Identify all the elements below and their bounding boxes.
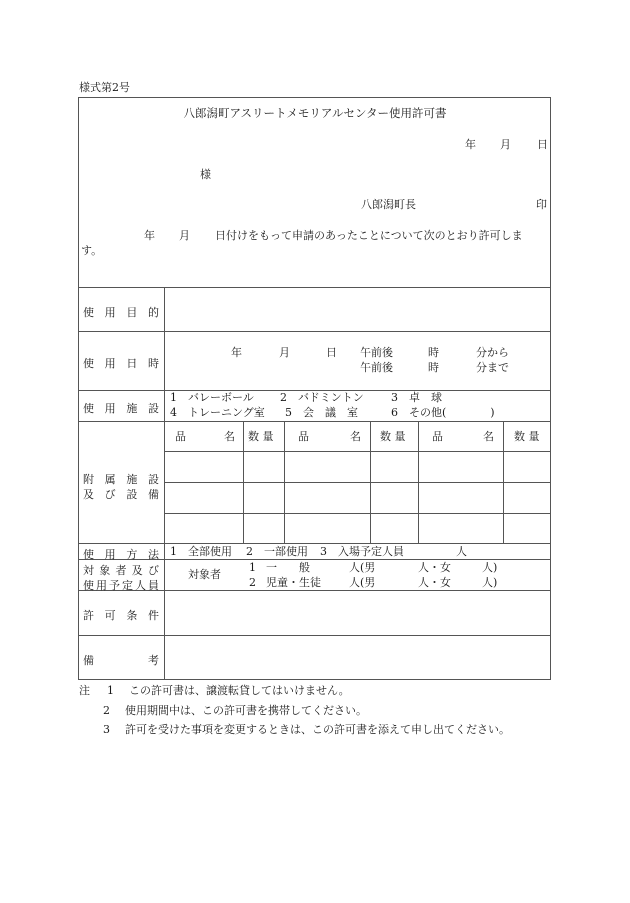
label-char: 設 [147, 473, 159, 486]
method-option-expected-attendance[interactable]: 3 入場予定人員 [320, 545, 404, 558]
facility-option-meeting-room[interactable]: 5 会 議 室 [285, 406, 358, 419]
label-char: 的 [147, 306, 159, 319]
label-char: 属 [104, 473, 116, 486]
facility-option-other[interactable]: 6 その他( ) [391, 406, 495, 419]
label-char: 日 [126, 357, 138, 370]
date-month: 月 [500, 138, 511, 151]
divider [284, 421, 285, 543]
facility-option-volleyball[interactable]: 1 バレーボール [170, 391, 254, 404]
label-char: 目 [126, 306, 138, 319]
datetime-hour-start: 時 [428, 346, 439, 359]
label-char: 定 [122, 579, 133, 592]
attendees-general-male: 人(男 [349, 561, 376, 574]
header-qty-3: 数 量 [514, 430, 540, 443]
divider [243, 421, 244, 543]
label-char: 施 [126, 473, 138, 486]
header-item-name-3b: 名 [483, 430, 494, 443]
attendees-students-category: 児童・生徒 [266, 576, 321, 589]
label-char: 備 [83, 654, 94, 667]
issuer-name: 八郎潟町長 [361, 198, 416, 211]
label-char: 時 [147, 357, 159, 370]
remarks-field[interactable] [165, 636, 550, 679]
attendees-students-end: 人) [482, 576, 498, 589]
label-char: 及 [131, 564, 143, 577]
divider [503, 421, 504, 543]
label-char: 用 [104, 306, 116, 319]
statement-text-cont: す。 [81, 244, 103, 257]
label-equipment-line2 [79, 486, 163, 502]
header-qty-2: 数 量 [380, 430, 406, 443]
header-item-name-2: 品 [298, 430, 309, 443]
label-char: 附 [83, 473, 94, 486]
label-char: 象 [99, 564, 111, 577]
label-char: 用 [104, 357, 116, 370]
divider [164, 451, 551, 452]
label-attendees-line1 [79, 562, 163, 578]
note-1 [79, 685, 350, 696]
label-char: 用 [104, 402, 116, 415]
label-char: 使 [83, 548, 94, 561]
note-prefix: 注 [79, 684, 90, 697]
divider [418, 421, 419, 543]
header-item-name-1b: 名 [224, 430, 235, 443]
label-char: 可 [104, 609, 116, 622]
method-option-full[interactable]: 1 全部使用 [170, 545, 232, 558]
statement-text: 日付けをもって申請のあったことについて次のとおり許可しま [215, 229, 523, 242]
label-char: 許 [83, 609, 94, 622]
datetime-month: 月 [279, 346, 290, 359]
attendees-general-end: 人) [482, 561, 498, 574]
statement-month: 月 [179, 229, 190, 242]
label-char: 使 [83, 402, 94, 415]
header-qty-1: 数 量 [248, 430, 274, 443]
label-char: 施 [126, 402, 138, 415]
attendees-general-category: 一 般 [266, 561, 310, 574]
label-char: 予 [109, 579, 120, 592]
datetime-ampm-start: 午前後 [360, 346, 393, 359]
divider [78, 331, 551, 332]
label-char: 使 [83, 579, 94, 592]
attendees-general-female: 人・女 [418, 561, 451, 574]
statement-year: 年 [144, 229, 155, 242]
method-option-partial[interactable]: 2 一部使用 [246, 545, 308, 558]
label-char: 条 [126, 609, 138, 622]
facility-option-training-room[interactable]: 4 トレーニング室 [170, 406, 265, 419]
label-char: 設 [126, 488, 138, 501]
purpose-field[interactable] [165, 288, 550, 330]
facility-option-table-tennis[interactable]: 3 卓 球 [391, 391, 442, 404]
label-char: 設 [147, 402, 159, 415]
label-char: 用 [96, 579, 107, 592]
label-char: 対 [83, 564, 94, 577]
attendees-students-num: 2 [249, 576, 256, 589]
label-char: 備 [147, 488, 159, 501]
label-char: 員 [148, 579, 159, 592]
label-char: 人 [135, 579, 146, 592]
note-num: 3 [103, 723, 110, 736]
conditions-field[interactable] [165, 591, 550, 634]
note-num: 1 [107, 684, 114, 697]
seal-mark: 印 [536, 198, 547, 211]
datetime-ampm-end: 午前後 [360, 361, 393, 374]
label-char: び [104, 488, 116, 501]
header-item-name-3: 品 [432, 430, 443, 443]
label-char: 件 [147, 609, 159, 622]
header-item-name-1: 品 [175, 430, 186, 443]
note-num: 2 [103, 704, 110, 717]
label-remarks [79, 652, 163, 668]
note-text: 使用期間中は、この許可書を携帯してください。 [125, 704, 367, 717]
divider [78, 543, 551, 544]
label-char: 考 [148, 654, 159, 667]
datetime-hour-end: 時 [428, 361, 439, 374]
label-attendees-line2 [79, 577, 163, 593]
note-3 [103, 724, 510, 735]
facility-option-badminton[interactable]: 2 バドミントン [280, 391, 364, 404]
note-text: この許可書は、譲渡転貸してはいけません。 [129, 684, 350, 697]
document-title: 八郎潟町アスリートメモリアルセンター使用許可書 [183, 106, 447, 120]
label-datetime [79, 355, 163, 371]
label-char: 使 [83, 306, 94, 319]
datetime-min-end: 分まで [476, 361, 509, 374]
label-char: 及 [83, 488, 94, 501]
label-char: 者 [115, 564, 127, 577]
note-2 [103, 705, 367, 716]
datetime-year: 年 [231, 346, 242, 359]
datetime-day: 日 [326, 346, 337, 359]
label-purpose [79, 304, 163, 320]
label-equipment-line1 [79, 471, 163, 487]
divider [78, 421, 551, 422]
label-facility [79, 400, 163, 416]
date-year: 年 [465, 138, 476, 151]
divider [164, 513, 551, 514]
divider [164, 482, 551, 483]
label-char: 用 [104, 548, 116, 561]
divider [370, 421, 371, 543]
method-unit: 人 [456, 545, 467, 558]
addressee-suffix: 様 [200, 168, 211, 181]
attendees-students-male: 人(男 [349, 576, 376, 589]
label-method [79, 546, 163, 562]
label-char: 方 [126, 548, 138, 561]
form-number: 様式第2号 [79, 81, 130, 94]
attendees-students-female: 人・女 [418, 576, 451, 589]
attendees-general-num: 1 [249, 561, 256, 574]
note-text: 許可を受けた事項を変更するときは、この許可書を添えて申し出てください。 [125, 723, 510, 736]
label-char: び [148, 564, 159, 577]
datetime-min-start: 分から [476, 346, 509, 359]
header-item-name-2b: 名 [350, 430, 361, 443]
label-char: 法 [147, 548, 159, 561]
date-day: 日 [537, 138, 548, 151]
label-char: 使 [83, 357, 94, 370]
label-conditions [79, 607, 163, 623]
attendees-sublabel: 対象者 [188, 568, 221, 581]
